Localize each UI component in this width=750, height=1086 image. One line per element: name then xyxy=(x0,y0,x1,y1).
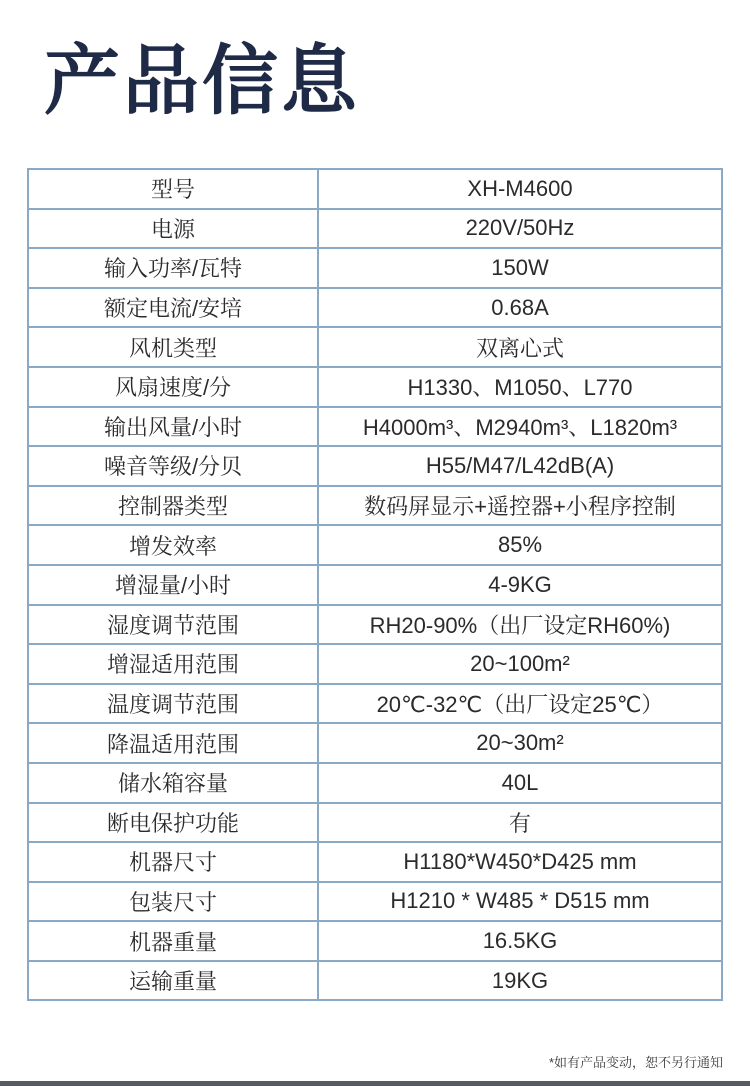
page-title: 产品信息 xyxy=(44,39,360,124)
table-row xyxy=(28,605,722,645)
table-row xyxy=(28,644,722,684)
spec-value: 85% xyxy=(318,525,722,565)
spec-label: 额定电流/安培 xyxy=(28,288,318,328)
spec-label: 断电保护功能 xyxy=(28,803,318,843)
spec-label: 噪音等级/分贝 xyxy=(28,446,318,486)
spec-table xyxy=(27,168,723,1001)
table-row xyxy=(28,842,722,882)
spec-label: 输出风量/小时 xyxy=(28,407,318,447)
table-row xyxy=(28,367,722,407)
table-row xyxy=(28,565,722,605)
spec-value: RH20-90%（出厂设定RH60%) xyxy=(318,605,722,645)
spec-label: 输入功率/瓦特 xyxy=(28,248,318,288)
table-row xyxy=(28,961,722,1001)
spec-value: 双离心式 xyxy=(318,327,722,367)
spec-label: 增湿量/小时 xyxy=(28,565,318,605)
spec-label: 风扇速度/分 xyxy=(28,367,318,407)
spec-label: 降温适用范围 xyxy=(28,723,318,763)
spec-label: 控制器类型 xyxy=(28,486,318,526)
table-row xyxy=(28,327,722,367)
table-row xyxy=(28,407,722,447)
spec-value: 数码屏显示+遥控器+小程序控制 xyxy=(318,486,722,526)
spec-value: H4000m³、M2940m³、L1820m³ xyxy=(318,407,722,447)
spec-value: 150W xyxy=(318,248,722,288)
spec-label: 包装尺寸 xyxy=(28,882,318,922)
spec-value: 20℃-32℃（出厂设定25℃） xyxy=(318,684,722,724)
spec-value: 19KG xyxy=(318,961,722,1001)
spec-label: 电源 xyxy=(28,209,318,249)
table-row xyxy=(28,723,722,763)
spec-label: 湿度调节范围 xyxy=(28,605,318,645)
table-row xyxy=(28,882,722,922)
table-row xyxy=(28,684,722,724)
table-row xyxy=(28,486,722,526)
spec-value: 16.5KG xyxy=(318,921,722,961)
spec-value: 0.68A xyxy=(318,288,722,328)
spec-label: 温度调节范围 xyxy=(28,684,318,724)
spec-value: 有 xyxy=(318,803,722,843)
spec-value: 220V/50Hz xyxy=(318,209,722,249)
table-row xyxy=(28,446,722,486)
spec-label: 增发效率 xyxy=(28,525,318,565)
table-row xyxy=(28,763,722,803)
spec-label: 型号 xyxy=(28,169,318,209)
footnote: *如有产品变动，恕不另行通知 xyxy=(548,1055,723,1070)
table-row xyxy=(28,288,722,328)
spec-label: 机器尺寸 xyxy=(28,842,318,882)
spec-value: H1210 * W485 * D515 mm xyxy=(318,882,722,922)
spec-label: 储水箱容量 xyxy=(28,763,318,803)
table-row xyxy=(28,209,722,249)
spec-table-body xyxy=(28,169,722,1000)
bottom-bar xyxy=(0,1081,750,1086)
spec-value: 20~100m² xyxy=(318,644,722,684)
spec-value: H1330、M1050、L770 xyxy=(318,367,722,407)
spec-label: 机器重量 xyxy=(28,921,318,961)
spec-label: 运输重量 xyxy=(28,961,318,1001)
spec-value: H1180*W450*D425 mm xyxy=(318,842,722,882)
spec-value: 20~30m² xyxy=(318,723,722,763)
spec-label: 风机类型 xyxy=(28,327,318,367)
table-row xyxy=(28,525,722,565)
table-row xyxy=(28,803,722,843)
spec-value: XH-M4600 xyxy=(318,169,722,209)
spec-value: 40L xyxy=(318,763,722,803)
table-row xyxy=(28,921,722,961)
spec-label: 增湿适用范围 xyxy=(28,644,318,684)
spec-value: 4-9KG xyxy=(318,565,722,605)
table-row xyxy=(28,248,722,288)
table-row xyxy=(28,169,722,209)
spec-value: H55/M47/L42dB(A) xyxy=(318,446,722,486)
